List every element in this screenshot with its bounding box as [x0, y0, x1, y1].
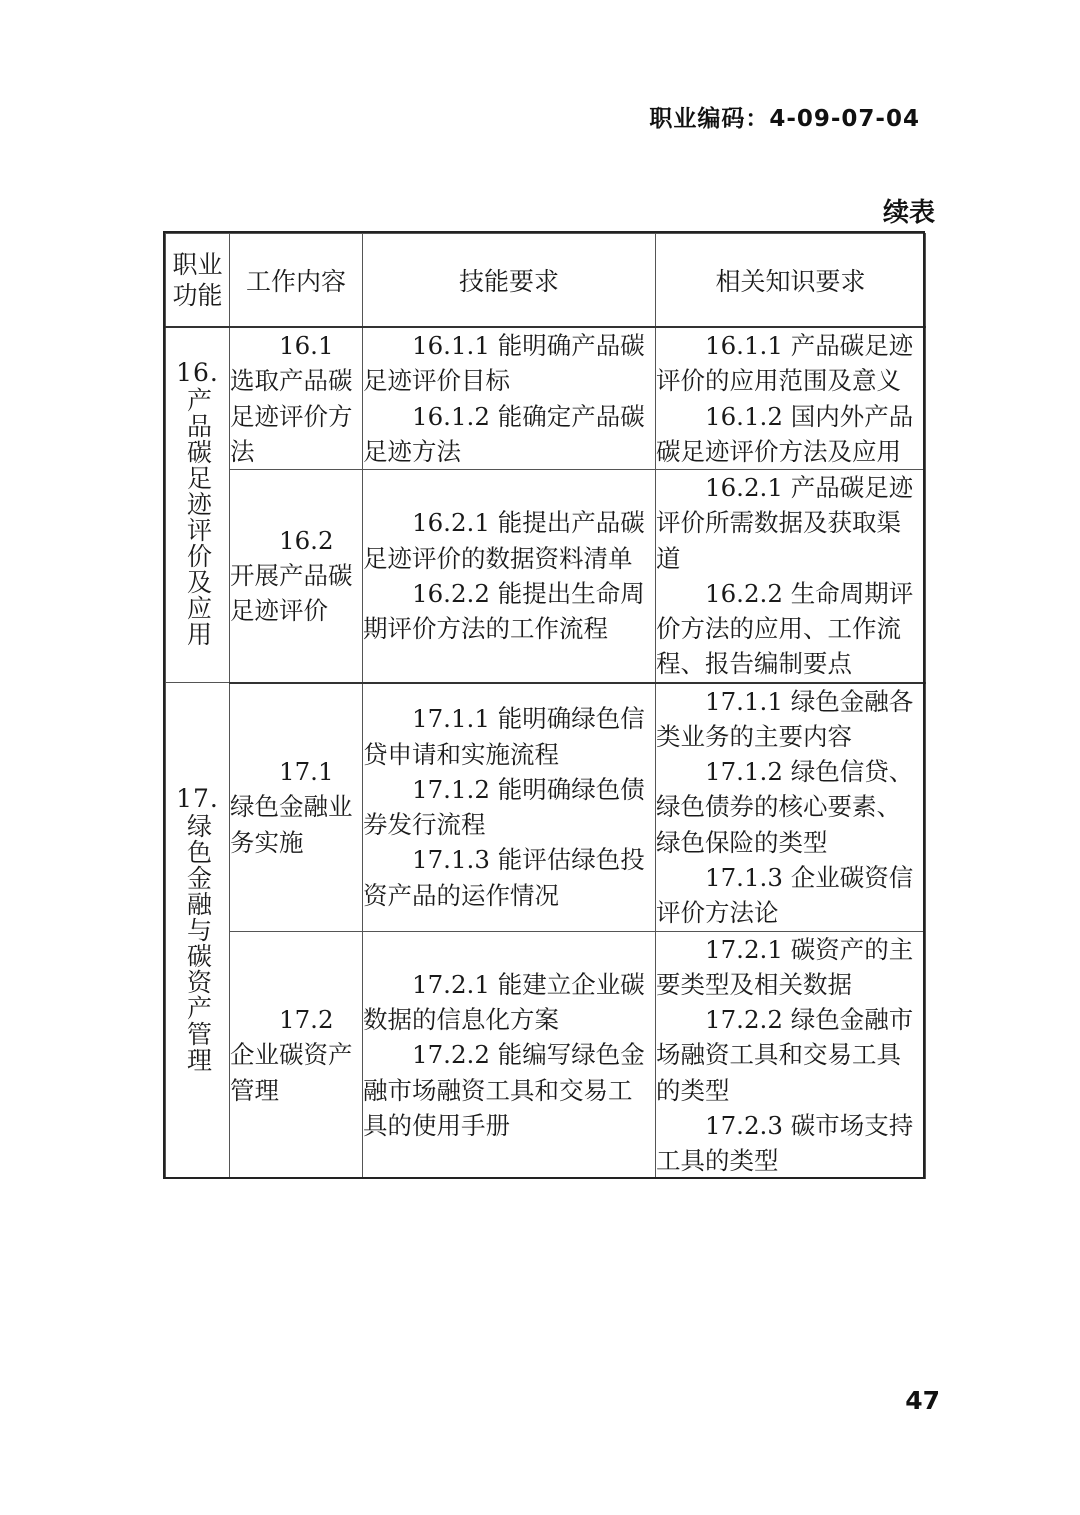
knowledge-16-2 [656, 470, 926, 683]
function-cell-17-vertical-text [176, 785, 219, 1073]
continued-table-label: 续表 [882, 198, 935, 228]
function-name-17: 绿色金融与碳资产管理 [183, 812, 213, 1073]
column-header-function-line2: 功能 [172, 281, 223, 310]
skill-item: 17.1.3 能评估绿色投资产品的运作情况 [363, 845, 645, 910]
knowledge-item: 16.2.2 生命周期评价方法的应用、工作流程、报告编制要点 [656, 578, 914, 679]
knowledge-item: 16.2.1 产品碳足迹评价所需数据及获取渠道 [656, 473, 914, 573]
work-content-text: 16.1 选取产品碳足迹评价方法 [230, 331, 353, 466]
occupation-code-header: 职业编码：4-09-07-04 [649, 106, 920, 132]
function-cell-17 [166, 683, 230, 1179]
page-number: 47 [905, 1386, 940, 1415]
column-header-knowledge-requirements: 相关知识要求 [656, 234, 926, 328]
skill-item: 17.1.1 能明确绿色信贷申请和实施流程 [363, 704, 645, 769]
column-header-function [166, 234, 230, 328]
work-content-text: 17.2 企业碳资产管理 [230, 1005, 353, 1105]
table-row [166, 683, 926, 931]
table-row [166, 931, 926, 1179]
knowledge-17-2 [656, 931, 926, 1179]
work-content-16-1 [230, 327, 363, 470]
skill-item: 16.2.2 能提出生命周期评价方法的工作流程 [363, 578, 645, 644]
knowledge-item: 16.1.1 产品碳足迹评价的应用范围及意义 [656, 331, 914, 396]
table-row [166, 327, 926, 470]
knowledge-item: 17.2.2 绿色金融市场融资工具和交易工具的类型 [656, 1005, 914, 1105]
work-content-text: 17.1 绿色金融业务实施 [230, 757, 353, 857]
skill-item: 17.2.2 能编写绿色金融市场融资工具和交易工具的使用手册 [363, 1040, 645, 1140]
table-row [166, 470, 926, 683]
knowledge-item: 17.2.3 碳市场支持工具的类型 [656, 1110, 914, 1176]
column-header-skill-requirements: 技能要求 [363, 234, 656, 328]
skill-item: 16.1.1 能明确产品碳足迹评价目标 [363, 331, 645, 396]
knowledge-17-1 [656, 683, 926, 931]
skills-17-2 [363, 931, 656, 1179]
work-content-16-2 [230, 470, 363, 683]
function-cell-16-vertical-text [176, 359, 219, 647]
knowledge-item: 17.2.1 碳资产的主要类型及相关数据 [656, 934, 914, 999]
column-header-function-line1: 职业 [172, 249, 223, 279]
work-content-text: 16.2 开展产品碳足迹评价 [230, 525, 353, 626]
knowledge-item: 16.1.2 国内外产品碳足迹评价方法及应用 [656, 401, 914, 466]
work-content-17-2 [230, 931, 363, 1179]
occupational-standard-table [165, 233, 926, 1179]
knowledge-item: 17.1.2 绿色信贷、绿色债券的核心要素、绿色保险的类型 [656, 757, 914, 857]
function-cell-16 [166, 327, 230, 683]
function-number-16: 16. [176, 358, 219, 388]
skills-16-1 [363, 327, 656, 470]
skills-16-2 [363, 470, 656, 683]
skills-17-1 [363, 683, 656, 931]
column-header-work-content: 工作内容 [230, 234, 363, 328]
skill-item: 17.1.2 能明确绿色债券发行流程 [363, 774, 645, 840]
skill-item: 16.2.1 能提出产品碳足迹评价的数据资料清单 [363, 508, 645, 573]
table-header-row [166, 234, 926, 328]
knowledge-item: 17.1.3 企业碳资信评价方法论 [656, 862, 914, 928]
knowledge-16-1 [656, 327, 926, 470]
skill-item: 16.1.2 能确定产品碳足迹方法 [363, 401, 645, 466]
work-content-17-1 [230, 683, 363, 931]
occupational-standard-table-wrapper [165, 233, 925, 1179]
function-name-16: 产品碳足迹评价及应用 [183, 387, 213, 648]
skill-item: 17.2.1 能建立企业碳数据的信息化方案 [363, 969, 645, 1035]
knowledge-item: 17.1.1 绿色金融各类业务的主要内容 [656, 686, 914, 751]
function-number-17: 17. [176, 783, 219, 813]
